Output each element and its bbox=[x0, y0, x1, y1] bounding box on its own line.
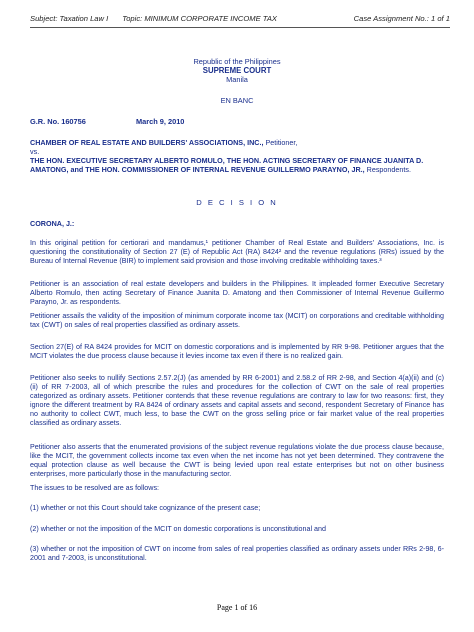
page-number: Page 1 of 16 bbox=[216, 603, 258, 612]
ponente: CORONA, J.: bbox=[30, 219, 75, 228]
petitioner-role: Petitioner, bbox=[263, 138, 298, 147]
respondents-role: Respondents. bbox=[364, 165, 411, 175]
case-parties bbox=[30, 138, 444, 174]
case-number-line bbox=[30, 117, 444, 126]
paragraph-issues-intro: The issues to be resolved are as follows: bbox=[30, 484, 159, 492]
city-line: Manila bbox=[226, 75, 248, 84]
respondents-names: THE HON. EXECUTIVE SECRETARY ALBERTO ROMULO, THE HON. ACTING SECRETARY OF FINANCE JUANITA D. AMATONG, and THE HON. COMMISSIONER OF INTERNAL REVENUE GUILLERMO PARAYNO, JR., bbox=[30, 156, 424, 175]
court-heading bbox=[0, 57, 474, 84]
paragraph-section-27e: Section 27(E) of RA 8424 provides for MCIT on domestic corporations and is implemented by RR 9-98. Petitioner argues that the MCIT violates the due process clause because it levies income tax even if there is no realized gain. bbox=[30, 343, 444, 361]
paragraph-petitioner: Petitioner is an association of real estate developers and builders in the Philippines. It impleaded former Executive Secretary Alberto Romulo, then acting Secretary of Finance Juanita D. Amatong and then Commissioner of Internal Revenue Guillermo Parayno, Jr. as respondents. bbox=[30, 280, 444, 307]
paragraph-due-process: Petitioner also asserts that the enumerated provisions of the subject revenue regulations violate the due process clause because, like the MCIT, the government collects income tax even when the net income has not yet been determined. They contravene the equal protection clause as well because the CWT is being levied upon real estate enterprises but not on other business enterprises, more particularly those in the manufacturing sector. bbox=[30, 443, 444, 479]
issue-1: (1) whether or not this Court should take cognizance of the present case; bbox=[30, 504, 261, 512]
republic-line: Republic of the Philippines bbox=[193, 57, 281, 66]
versus-label: vs. bbox=[30, 147, 40, 157]
issue-3: (3) whether or not the imposition of CWT on income from sales of real properties classified as ordinary assets under RRs 2-98, 6-2001 and 7-2003, is unconstitutional. bbox=[30, 545, 444, 563]
paragraph-assails: Petitioner assails the validity of the imposition of minimum corporate income tax (MCIT) on corporations and creditable withholding tax (CWT) on sales of real properties classified as ordinary assets. bbox=[30, 312, 444, 330]
header-assignment: Case Assignment No.: 1 of 1 bbox=[353, 14, 450, 23]
paragraph-nullify: Petitioner also seeks to nullify Sections 2.57.2(J) (as amended by RR 6-2001) and 2.58.2 of RR 2-98, and Section 4(a)(ii) and (c)(ii) of RR 7-2003, all of which prescribe the rules and procedures for the collection of CWT on the sale of real properties categorized as ordinary assets. Petitioner contends that these revenue regulations are contrary to law for two reasons: first, they ignore the different treatment by RA 8424 of ordinary assets and capital assets and second, respondent Secretary of Finance has no authority to collect CWT, much less, to base the CWT on the gross selling price or fair market value of the real properties classified as ordinary assets. bbox=[30, 374, 444, 428]
petitioner-line bbox=[30, 138, 444, 147]
respondents-line bbox=[30, 156, 444, 174]
decision-title: D E C I S I O N bbox=[196, 198, 278, 207]
issue-2: (2) whether or not the imposition of the MCIT on domestic corporations is unconstitutional and bbox=[30, 525, 326, 533]
en-banc-label: EN BANC bbox=[220, 96, 254, 105]
paragraph-intro: In this original petition for certiorari and mandamus,¹ petitioner Chamber of Real Estate and Builders' Associations, Inc. is questioning the constitutionality of Section 27 (E) of Republic Act (RA) 8424² and the revenue regulations (RRs) issued by the Bureau of Internal Revenue (BIR) to implement said provision and those involving creditable withholding taxes.³ bbox=[30, 239, 444, 266]
page-header bbox=[30, 14, 450, 28]
supreme-court-line: SUPREME COURT bbox=[202, 66, 272, 75]
petitioner-name: CHAMBER OF REAL ESTATE AND BUILDERS' ASSOCIATIONS, INC., bbox=[30, 138, 264, 147]
header-subject: Subject: Taxation Law I bbox=[30, 14, 109, 23]
case-date: March 9, 2010 bbox=[135, 117, 185, 126]
header-topic: Topic: MINIMUM CORPORATE INCOME TAX bbox=[122, 14, 277, 23]
gr-number: G.R. No. 160756 bbox=[30, 117, 86, 126]
